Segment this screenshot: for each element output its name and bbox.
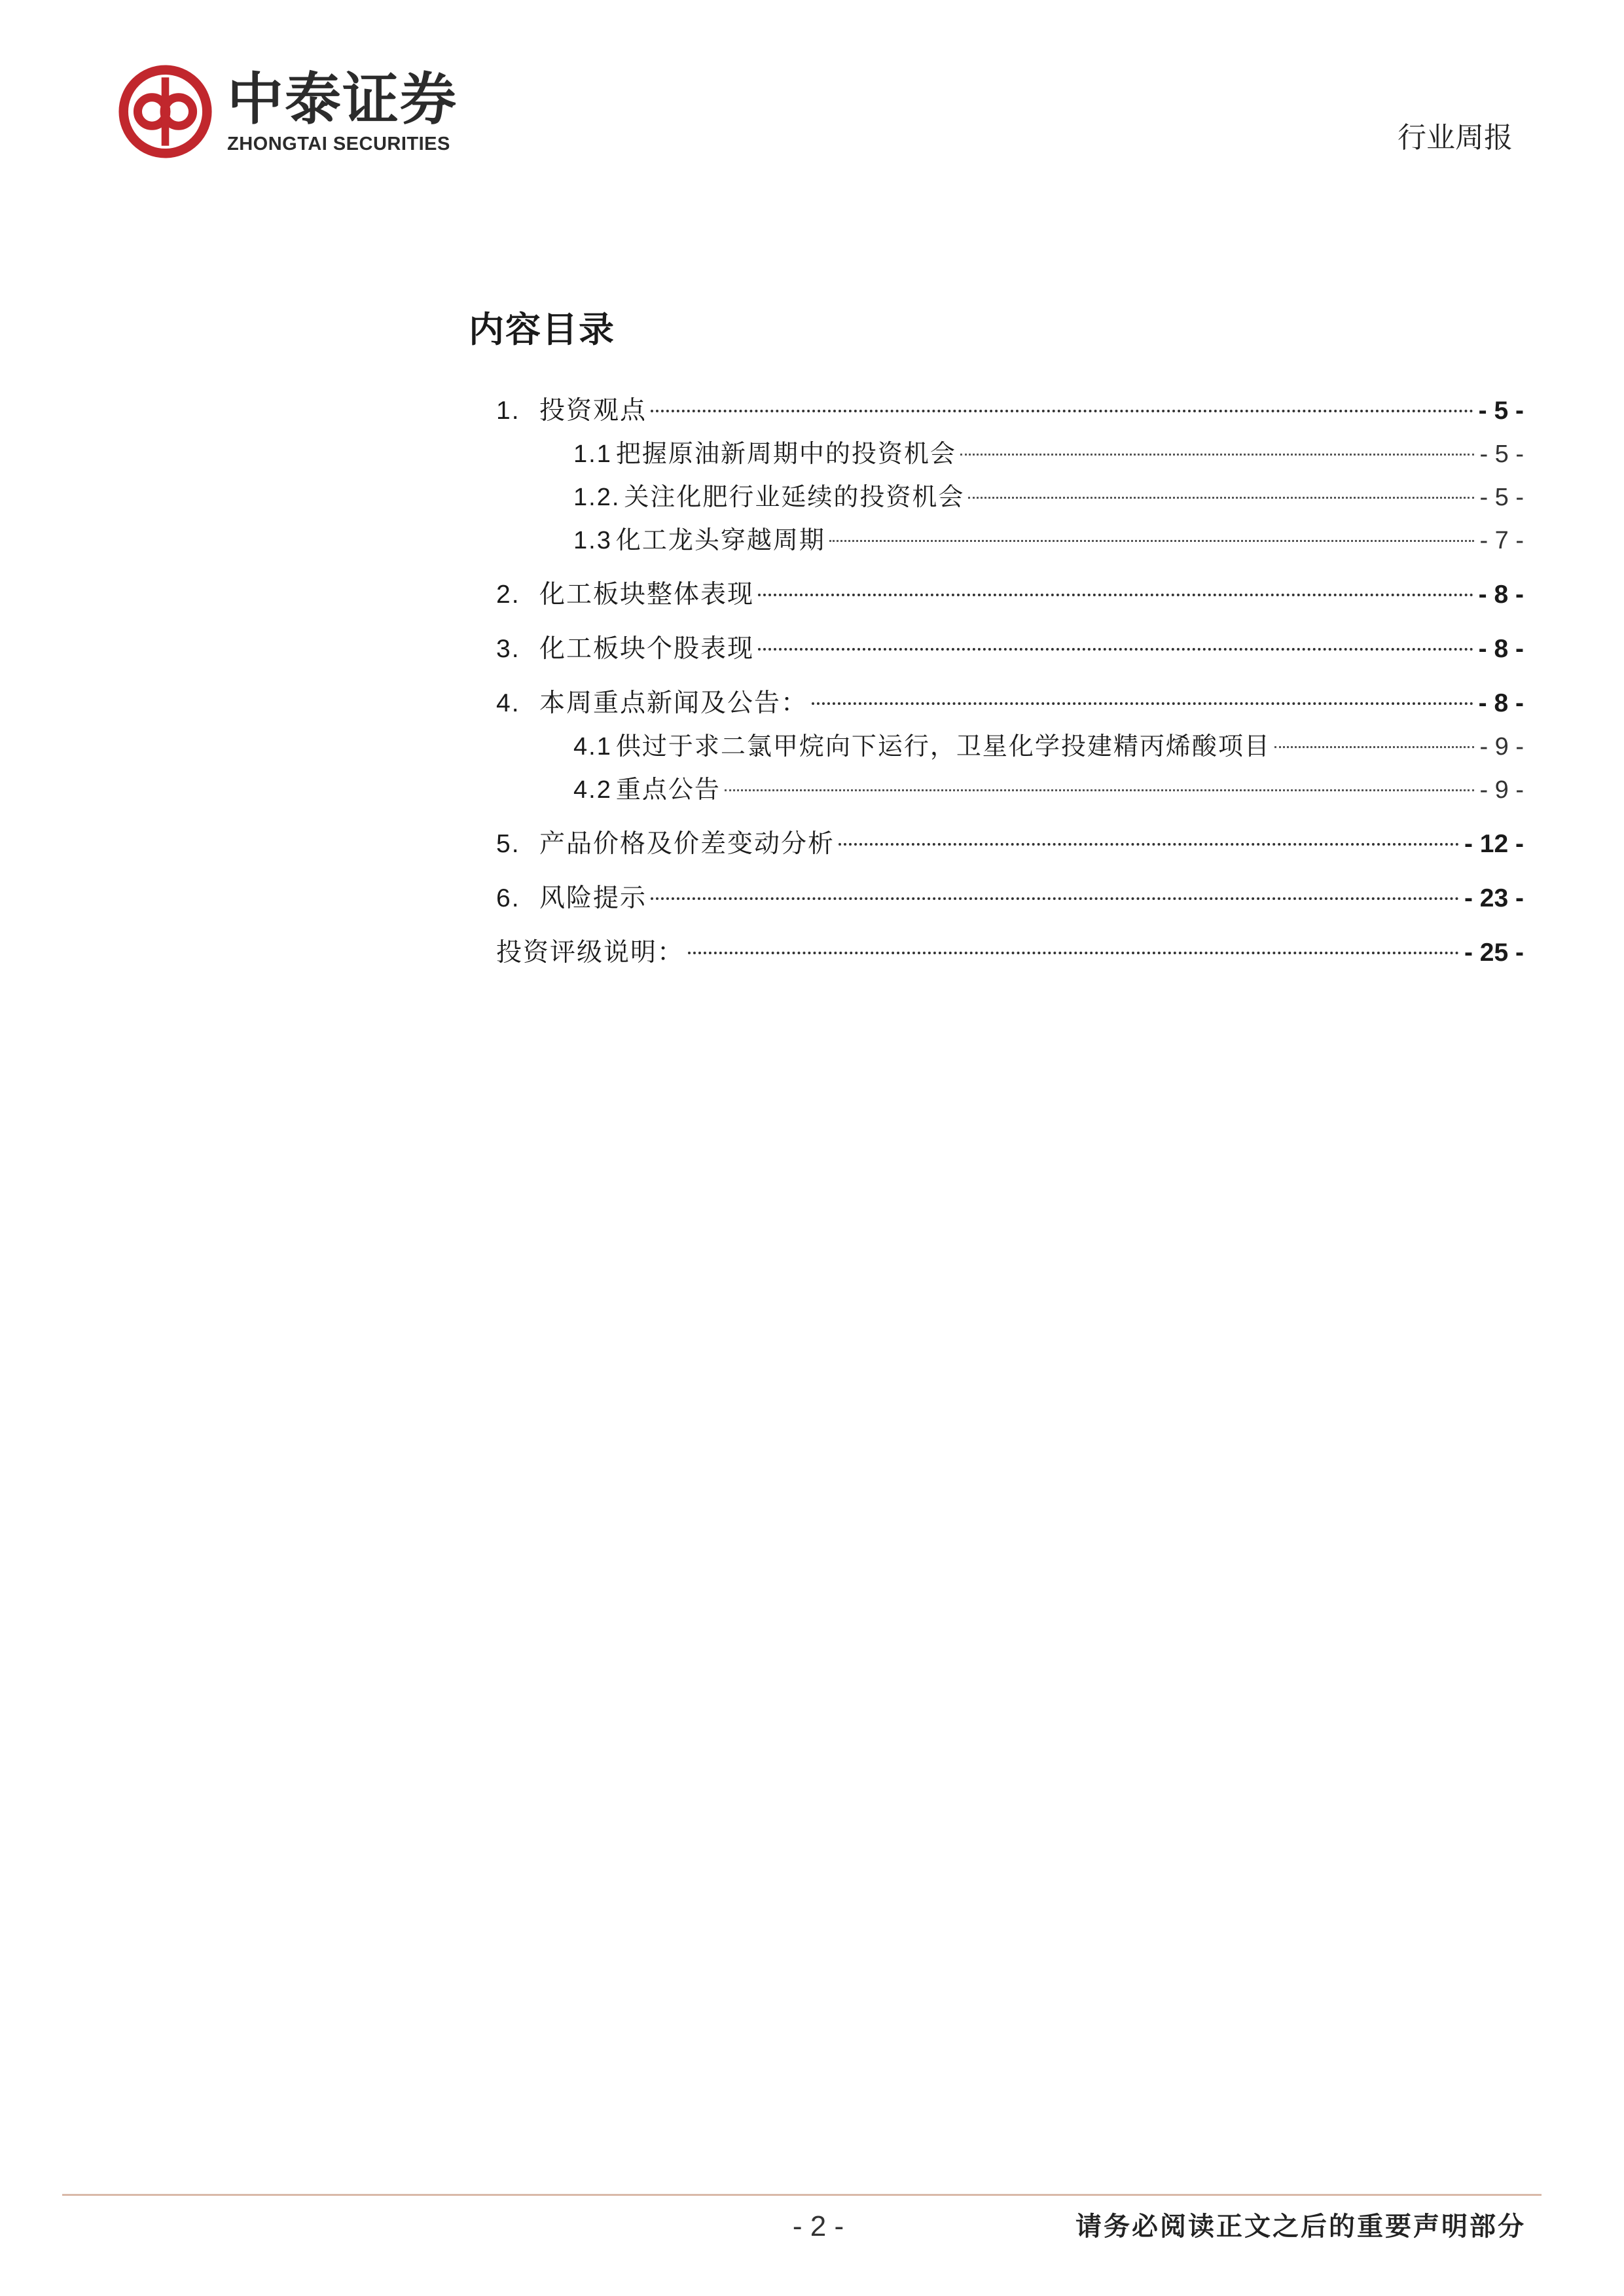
toc-entry-label[interactable]: 关注化肥行业延续的投资机会: [624, 482, 965, 511]
toc-entry-number: 5.: [496, 830, 520, 858]
toc-entry-number: 2.: [496, 581, 520, 609]
toc-dot-leader: [960, 454, 1475, 456]
toc-entry-label[interactable]: 化工龙头穿越周期: [615, 526, 825, 554]
toc-entry-page[interactable]: - 9 -: [1479, 733, 1524, 761]
company-logo: [118, 64, 458, 159]
toc-entry-label[interactable]: 化工板块整体表现: [539, 580, 755, 609]
toc-entry-page[interactable]: - 5 -: [1478, 397, 1524, 425]
toc-entry-page[interactable]: - 8 -: [1478, 581, 1524, 609]
toc-entry[interactable]: [496, 574, 1524, 617]
toc-subentry[interactable]: [496, 769, 1524, 812]
toc-dot-leader: [688, 952, 1459, 954]
toc-title: 内容目录: [469, 308, 615, 350]
toc-entry-number: 3.: [496, 635, 520, 663]
table-of-contents: [496, 390, 1524, 975]
toc-dot-leader: [651, 897, 1459, 900]
toc-entry[interactable]: [496, 932, 1524, 975]
toc-entry-number: 1.3: [573, 527, 612, 554]
toc-entry[interactable]: [496, 390, 1524, 433]
footer-divider: [62, 2194, 1542, 2196]
toc-dot-leader: [829, 540, 1475, 542]
toc-dot-leader: [1274, 746, 1475, 748]
toc-dot-leader: [839, 843, 1459, 846]
toc-entry-page[interactable]: - 5 -: [1479, 440, 1524, 468]
toc-entry-label[interactable]: 投资评级说明：: [496, 938, 685, 967]
toc-entry-label[interactable]: 重点公告: [615, 775, 721, 804]
toc-entry[interactable]: [496, 628, 1524, 672]
toc-subentry[interactable]: [496, 433, 1524, 476]
toc-entry-label[interactable]: 产品价格及价差变动分析: [539, 829, 835, 859]
toc-entry-number: 1.2.: [573, 484, 621, 511]
toc-entry-number: 1.1: [573, 440, 612, 468]
toc-entry-label[interactable]: 本周重点新闻及公告：: [539, 689, 808, 718]
toc-entry-label[interactable]: 供过于求二氯甲烷向下运行，卫星化学投建精丙烯酸项目: [615, 732, 1271, 761]
toc-dot-leader: [968, 497, 1474, 499]
logo-english-name: ZHONGTAI SECURITIES: [227, 133, 450, 154]
toc-subentry[interactable]: [496, 520, 1524, 563]
toc-entry-page[interactable]: - 12 -: [1464, 830, 1524, 858]
toc-entry-number: 4.1: [573, 733, 612, 761]
footer-disclaimer: 请务必阅读正文之后的重要声明部分: [1075, 2211, 1526, 2242]
toc-entry-label[interactable]: 风险提示: [539, 884, 647, 913]
toc-entry[interactable]: [496, 878, 1524, 921]
toc-subentry[interactable]: [496, 726, 1524, 769]
toc-entry-page[interactable]: - 23 -: [1464, 884, 1524, 912]
toc-dot-leader: [758, 648, 1473, 651]
toc-dot-leader: [725, 789, 1475, 791]
toc-entry-number: 6.: [496, 884, 520, 912]
footer-page-number: - 2 -: [792, 2210, 844, 2242]
toc-entry-page[interactable]: - 8 -: [1478, 689, 1524, 717]
toc-dot-leader: [651, 410, 1473, 412]
toc-entry-page[interactable]: - 25 -: [1464, 939, 1524, 967]
toc-entry-label[interactable]: 把握原油新周期中的投资机会: [615, 439, 956, 468]
toc-entry-page[interactable]: - 8 -: [1478, 635, 1524, 663]
toc-entry-label[interactable]: 化工板块个股表现: [539, 634, 755, 664]
toc-subentry[interactable]: [496, 476, 1524, 520]
toc-entry-page[interactable]: - 7 -: [1479, 527, 1524, 554]
toc-dot-leader: [812, 702, 1473, 705]
toc-entry-number: 4.2: [573, 776, 612, 804]
toc-dot-leader: [758, 594, 1473, 596]
toc-entry-page[interactable]: - 9 -: [1479, 776, 1524, 804]
logo-chinese-name: 中泰证券: [227, 66, 458, 132]
toc-entry-number: 4.: [496, 689, 520, 717]
toc-entry[interactable]: [496, 683, 1524, 726]
toc-entry-page[interactable]: - 5 -: [1479, 484, 1524, 511]
toc-entry[interactable]: [496, 823, 1524, 867]
zhongtai-logo-icon: [118, 64, 213, 159]
report-type: 行业周报: [1398, 121, 1513, 154]
toc-entry-number: 1.: [496, 397, 520, 425]
toc-entry-label[interactable]: 投资观点: [539, 396, 647, 425]
